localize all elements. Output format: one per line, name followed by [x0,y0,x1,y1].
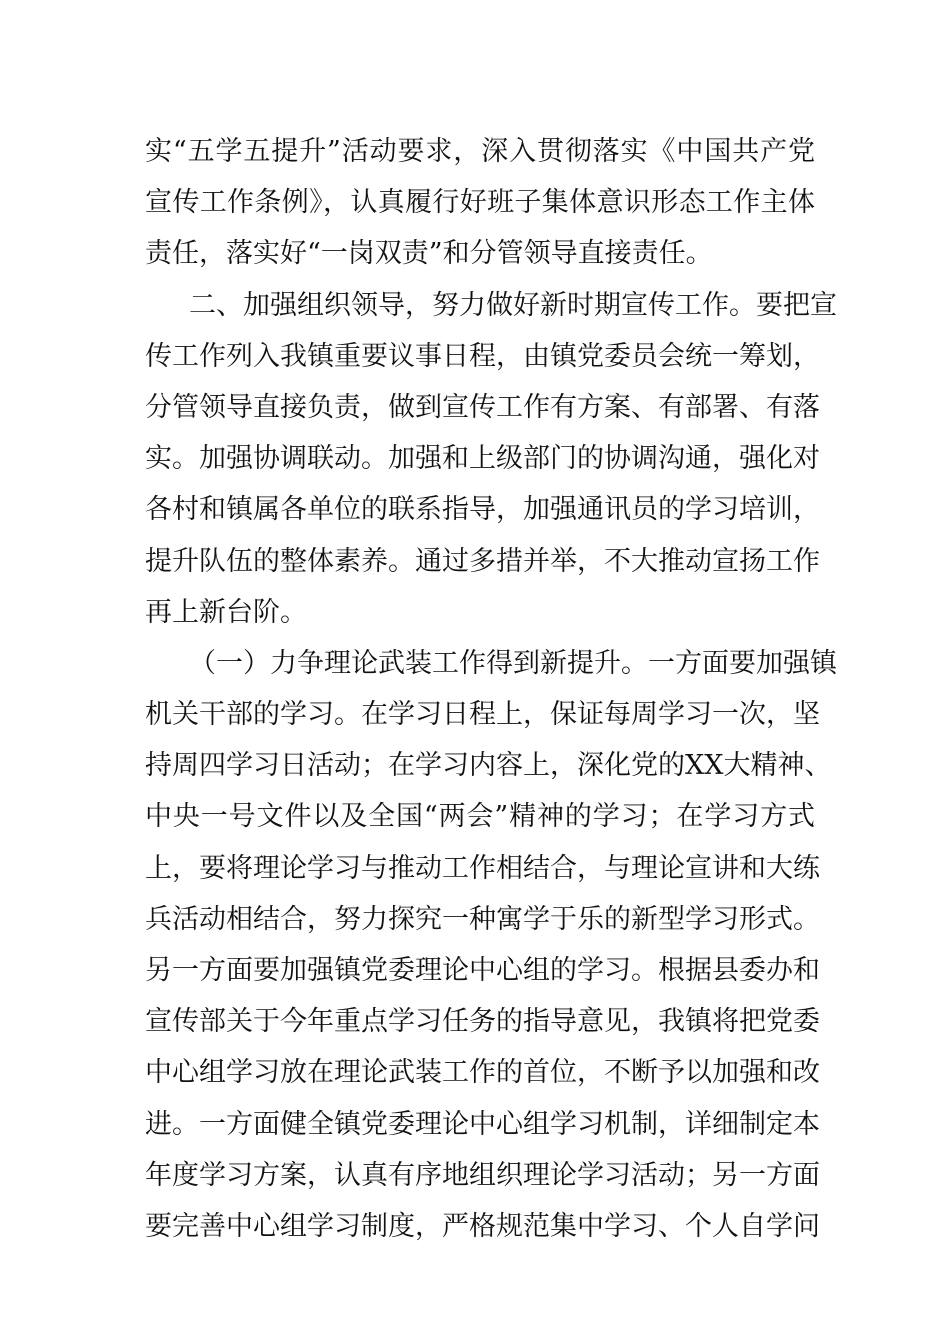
text-line: 兵活动相结合，努力探究一种寓学于乐的新型学习形式。 [145,903,820,935]
text-line: 提升队伍的整体素养。通过多措并举，不大推动宣扬工作 [145,545,820,577]
text-line: 要完善中心组学习制度，严格规范集中学习、个人自学问 [145,1210,820,1242]
text-line: 实。加强协调联动。加强和上级部门的协调沟通，强化对 [145,443,820,475]
section-heading-line: 二、加强组织领导，努力做好新时期宣传工作。要把宣 [189,289,837,321]
text-line: 再上新台阶。 [145,596,307,628]
text-line: 宣传部关于今年重点学习任务的指导意见，我镇将把党委 [145,1006,820,1038]
document-body [145,126,837,1252]
subsection-heading-line: （一）力争理论武装工作得到新提升。一方面要加强镇 [189,647,837,679]
text-line: 中心组学习放在理论武装工作的首位，不断予以加强和改 [145,1057,820,1089]
text-line: 责任，落实好“一岗双责”和分管领导直接责任。 [145,238,713,270]
text-line: 机关干部的学习。在学习日程上，保证每周学习一次，坚 [145,699,820,731]
text-line: 持周四学习日活动；在学习内容上，深化党的XX大精神、 [145,750,832,782]
text-line: 年度学习方案，认真有序地组织理论学习活动；另一方面 [145,1159,820,1191]
text-line: 中央一号文件以及全国“两会”精神的学习；在学习方式 [145,801,815,833]
text-line: 实“五学五提升”活动要求，深入贯彻落实《中国共产党 [145,136,815,167]
text-line: 宣传工作条例》，认真履行好班子集体意识形态工作主体 [145,187,815,219]
text-line: 进。一方面健全镇党委理论中心组学习机制，详细制定本 [145,1108,820,1140]
text-line: 另一方面要加强镇党委理论中心组的学习。根据县委办和 [145,955,820,986]
text-line: 分管领导直接负责，做到宣传工作有方案、有部署、有落 [145,391,820,423]
text-line: 上，要将理论学习与推动工作相结合，与理论宣讲和大练 [145,852,820,884]
text-line: 各村和镇属各单位的联系指导，加强通讯员的学习培训， [145,494,820,526]
text-line: 传工作列入我镇重要议事日程，由镇党委员会统一筹划， [145,340,820,372]
